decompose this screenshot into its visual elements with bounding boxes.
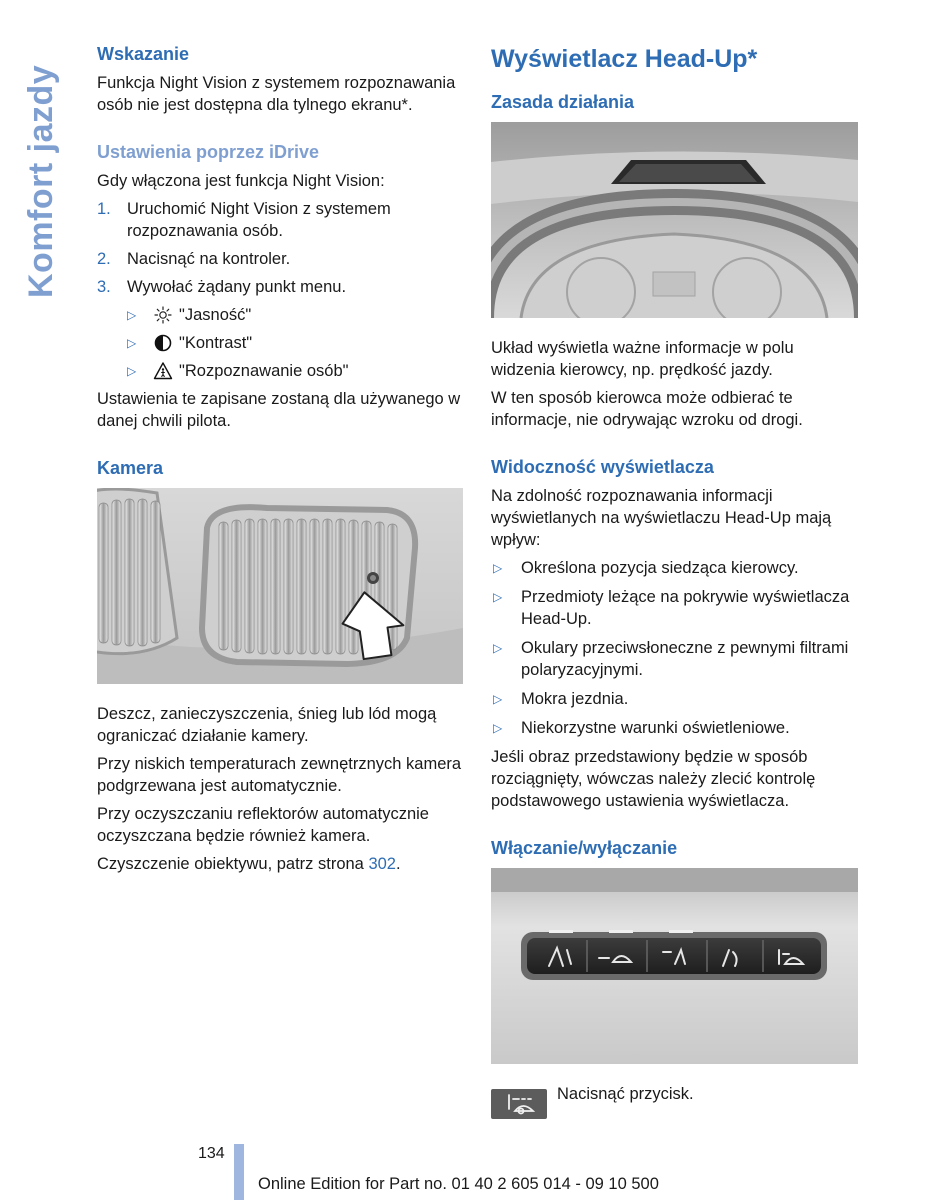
kamera-cleaning: Czyszczenie obiektywu, patrz strona 302. [97,855,401,873]
chapter-side-tab [14,40,64,300]
kamera-heading: Kamera [97,458,164,478]
bullet-triangle-icon: ▷ [493,561,503,575]
list-item: ▷ Mokra jezdnia. [493,690,629,708]
list-item: ▷ Okulary przeciwsłoneczne z pewnymi filtrami polaryzacyjnymi. [493,639,849,679]
menu-item-brightness: ▷ "Jasność" [127,306,252,324]
hud-switch-panel-image [491,868,858,1069]
step-item: 1. Uruchomić Night Vision z systemem rozpoznawania osób. [97,200,391,240]
menu-item-person-detection: ▷ "Rozpoznawanie osób" [127,362,349,380]
camera-grille-illustration [97,488,463,684]
section-title: Wyświetlacz Head-Up* [491,45,758,73]
bullet-triangle-icon: ▷ [493,721,503,735]
left-column [97,42,465,881]
press-instruction [491,1083,858,1123]
menu-item-contrast: ▷ "Kontrast" [127,334,253,352]
kamera-para-2: Przy niskich temperaturach zewnętrznych kamera podgrzewana jest automatycznie. [97,755,462,795]
zasada-para-1: Układ wyświetla ważne informacje w polu widzenia kierowcy, np. prędkość jazdy. [491,339,794,379]
bullet-triangle-icon: ▷ [493,590,503,604]
zasada-para-2: W ten sposób kierowca może odbierać te informacje, nie odrywając wzroku od drogi. [491,389,803,429]
list-item: ▷ Określona pozycja siedząca kierowcy. [493,559,799,577]
wlaczanie-heading: Włączanie/wyłączanie [491,838,678,858]
page-link[interactable]: 302 [368,855,396,873]
wskazanie-heading: Wskazanie [97,44,190,64]
step-item: 2. Nacisnąć na kontroler. [97,250,291,268]
step-item: 3. Wywołać żądany punkt menu. [97,278,347,296]
kamera-para-3: Przy oczyszczaniu reflektorów automatycznie oczyszczana będzie również kamera. [97,805,429,845]
list-item: ▷ Niekorzystne warunki oświetleniowe. [493,719,790,737]
switch-panel-illustration [491,868,858,1064]
zasada-heading: Zasada działania [491,92,635,112]
hud-dashboard-image [491,122,858,323]
idrive-heading: Ustawienia poprzez iDrive [97,142,320,162]
widocznosc-outro: Jeśli obraz przedstawiony będzie w sposób rozciągnięty, wówczas należy zlecić kontrolę podstawowego ustawienia wyświetlacza. [491,748,816,810]
edition-note: Online Edition for Part no. 01 40 2 605 014 - 09 10 500 [258,1175,659,1193]
hud-button-icon [491,1089,547,1119]
page-number: 134 [198,1145,225,1162]
bullet-triangle-icon: ▷ [127,336,137,350]
bullet-triangle-icon: ▷ [493,641,503,655]
bullet-triangle-icon: ▷ [127,364,137,378]
bullet-triangle-icon: ▷ [493,692,503,706]
visibility-factors-list [491,557,858,739]
list-item: ▷ Przedmioty leżące na pokrywie wyświetlacza Head-Up. [493,588,850,628]
chapter-label: Komfort jazdy [22,64,60,298]
wskazanie-text: Funkcja Night Vision z systemem rozpoznawania osób nie jest dostępna dla tylnego ekranu*. [97,74,456,114]
contrast-icon [153,333,173,353]
footer-bar [234,1144,244,1200]
bullet-triangle-icon: ▷ [127,308,137,322]
idrive-intro: Gdy włączona jest funkcja Night Vision: [97,172,385,190]
hud-dashboard-illustration [491,122,858,318]
camera-grille-image [97,488,465,689]
right-column [491,42,858,1123]
kamera-para-1: Deszcz, zanieczyszczenia, śnieg lub lód mogą ograniczać działanie kamery. [97,705,437,745]
widocznosc-intro: Na zdolność rozpoznawania informacji wyświetlanych na wyświetlaczu Head-Up mają wpływ: [491,487,832,549]
warning-icon [153,361,173,381]
idrive-steps [97,198,465,298]
press-text: Nacisnąć przycisk. [557,1085,694,1103]
idrive-outro: Ustawienia te zapisane zostaną dla używanego w danej chwili pilota. [97,390,461,430]
menu-items [97,304,465,382]
widocznosc-heading: Widoczność wyświetlacza [491,457,714,477]
brightness-icon [153,305,173,325]
